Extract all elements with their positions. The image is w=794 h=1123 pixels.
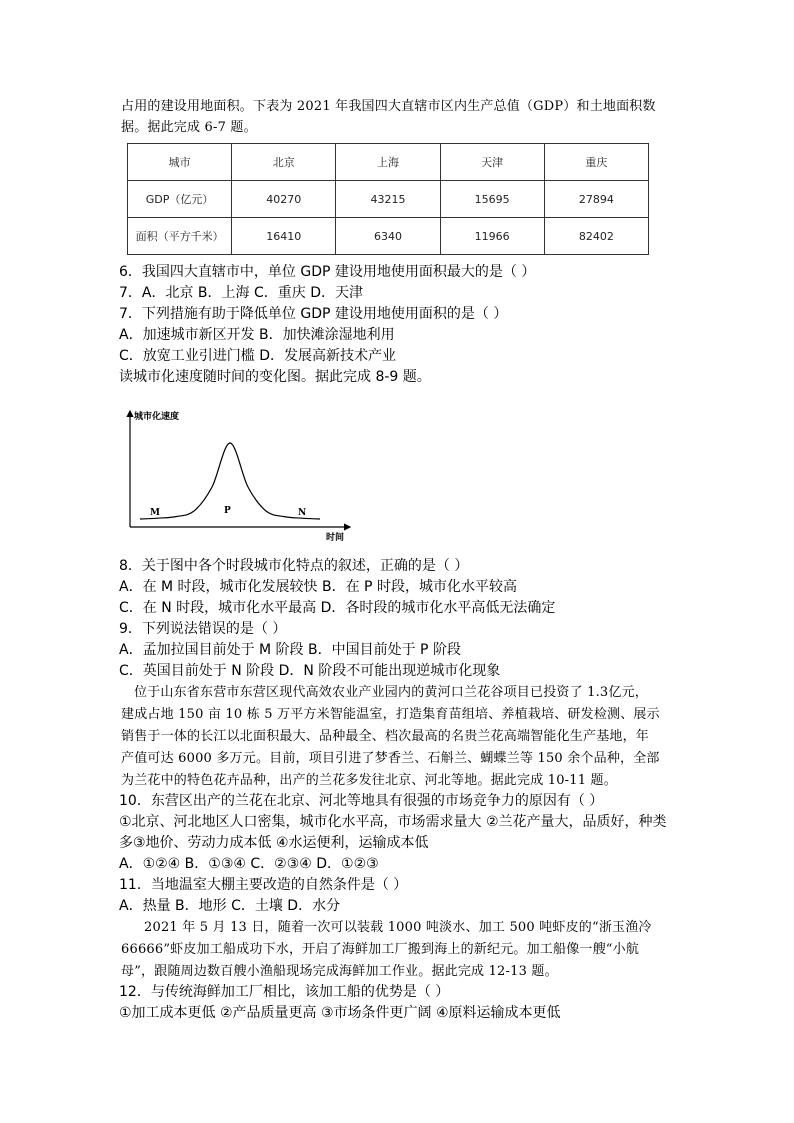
- table-row: [128, 218, 649, 255]
- gdp-area-table: [127, 143, 649, 255]
- table-cell: 27894: [544, 181, 648, 218]
- passage-1-line: 为兰花中的特色花卉品种，出产的兰花多发往北京、河北等地。据此完成 10-11 题。: [121, 773, 617, 788]
- question-9-options-ab: A．孟加拉国目前处于 M 阶段 B．中国目前处于 P 阶段: [119, 642, 461, 658]
- question-7-options-cd: C．放宽工业引进门槛 D．发展高新技术产业: [119, 348, 397, 364]
- passage-1-line: 产值可达 6000 多万元。目前，项目引进了梦香兰、石斛兰、蝴蝶兰等 150 余个品种，全部: [121, 751, 660, 766]
- table-cell: 面积（平方千米）: [128, 218, 232, 255]
- question-6-options: 7．A．北京 B．上海 C．重庆 D．天津: [119, 285, 363, 301]
- intro-line-1: 占用的建设用地面积。下表为 2021 年我国四大直辖市区内生产总值（GDP）和土地面积数: [121, 99, 656, 114]
- question-10-statements: 多③地价、劳动力成本低 ④水运便利，运输成本低: [119, 835, 429, 851]
- table-header-cell: 城市: [128, 144, 232, 181]
- passage-2-line: 2021 年 5 月 13 日，随着一次可以装载 1000 吨淡水、加工 500 吨虾皮的“浙玉渔冷: [144, 920, 652, 935]
- table-cell: 15695: [440, 181, 544, 218]
- intro-line-2: 据。据此完成 6-7 题。: [121, 120, 257, 135]
- question-8-options-ab: A．在 M 时段，城市化发展较快 B．在 P 时段，城市化水平较高: [119, 579, 517, 595]
- stage-label-p: P: [224, 506, 231, 516]
- table-cell: 40270: [232, 181, 336, 218]
- stage-label-m: M: [150, 508, 160, 518]
- table-header-row: [128, 144, 649, 181]
- question-11-options: A．热量 B．地形 C．土壤 D．水分: [119, 898, 341, 914]
- table-header-cell: 重庆: [544, 144, 648, 181]
- question-10: 10．东营区出产的兰花在北京、河北等地具有很强的市场竞争力的原因有（ ）: [119, 793, 604, 809]
- table-cell: GDP（亿元）: [128, 181, 232, 218]
- table-cell: 6340: [336, 218, 440, 255]
- question-12: 12．与传统海鲜加工厂相比，该加工船的优势是（ ）: [119, 984, 450, 1000]
- chart-instruction: 读城市化速度随时间的变化图。据此完成 8-9 题。: [119, 369, 431, 385]
- question-6: 6．我国四大直辖市中，单位 GDP 建设用地使用面积最大的是（ ）: [119, 264, 536, 280]
- question-8: 8．关于图中各个时段城市化特点的叙述，正确的是（ ）: [119, 558, 469, 574]
- passage-2-line: 母”，跟随周边数百艘小渔船现场完成海鲜加工作业。据此完成 12-13 题。: [121, 964, 558, 979]
- passage-1-line: 建成占地 150 亩 10 栋 5 万平方米智能温室，打造集育苗组培、养植栽培、研发检测、展示: [121, 707, 660, 722]
- table-cell: 43215: [336, 181, 440, 218]
- question-11: 11．当地温室大棚主要改造的自然条件是（ ）: [119, 877, 408, 893]
- question-9: 9．下列说法错误的是（ ）: [119, 621, 287, 637]
- table-cell: 82402: [544, 218, 648, 255]
- x-axis-label: 时间: [326, 533, 345, 543]
- passage-2-line: 66666”虾皮加工船成功下水，开启了海鲜加工厂搬到海上的新纪元。加工船像一艘“小航: [121, 942, 640, 957]
- question-7-options-ab: A．加速城市新区开发 B．加快滩涂湿地利用: [119, 327, 395, 343]
- passage-1-line: 位于山东省东营市东营区现代高效农业产业园内的黄河口兰花谷项目已投资了 1.3亿元，: [134, 685, 649, 700]
- urbanization-speed-chart: [118, 405, 358, 550]
- question-12-statements: ①加工成本更低 ②产品质量更高 ③市场条件更广阔 ④原料运输成本更低: [119, 1005, 561, 1021]
- table-header-cell: 上海: [336, 144, 440, 181]
- question-9-options-cd: C．英国目前处于 N 阶段 D．N 阶段不可能出现逆城市化现象: [119, 663, 501, 679]
- table-header-cell: 北京: [232, 144, 336, 181]
- question-10-statements: ①北京、河北地区人口密集，城市化水平高，市场需求量大 ②兰花产量大，品质好，种类: [119, 814, 667, 830]
- question-10-options: A．①②④ B．①③④ C．②③④ D．①②③: [119, 856, 379, 872]
- question-7: 7．下列措施有助于降低单位 GDP 建设用地使用面积的是（ ）: [119, 306, 508, 322]
- question-8-options-cd: C．在 N 时段，城市化水平最高 D．各时段的城市化水平高低无法确定: [119, 600, 556, 616]
- stage-label-n: N: [298, 508, 307, 518]
- table-cell: 16410: [232, 218, 336, 255]
- passage-1-line: 销售于一体的长江以北面积最大、品种最全、档次最高的名贵兰花高端智能化生产基地，年: [121, 729, 650, 744]
- y-axis-label: 城市化速度: [134, 412, 180, 422]
- table-cell: 11966: [440, 218, 544, 255]
- table-row: [128, 181, 649, 218]
- table-header-cell: 天津: [440, 144, 544, 181]
